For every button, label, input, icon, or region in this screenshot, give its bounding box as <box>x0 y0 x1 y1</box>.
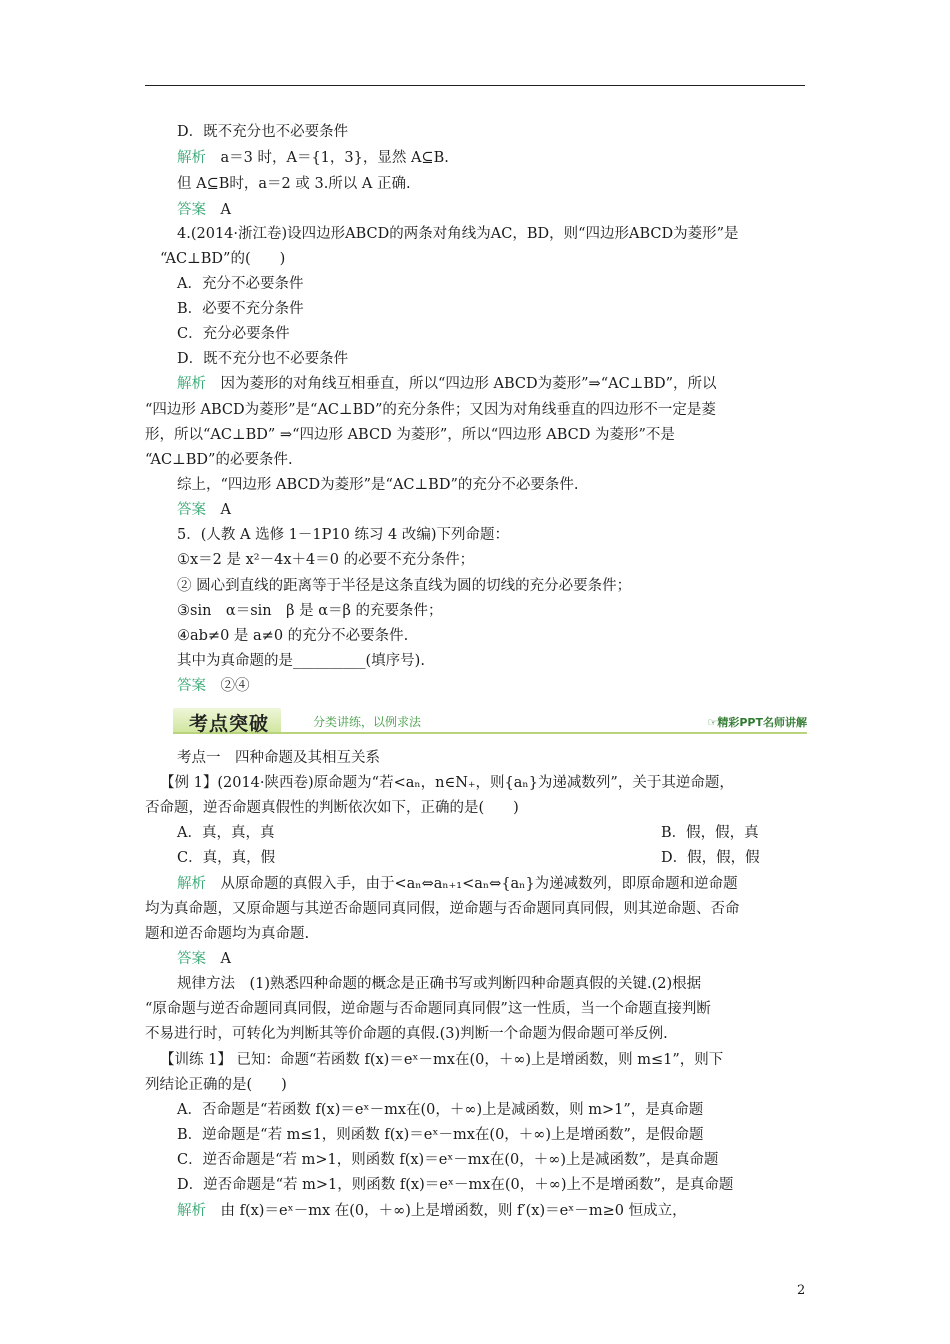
answer-label: 答案 <box>177 202 206 218</box>
method-line: 规律方法 (1)熟悉四种命题的概念是正确书写或判断四种命题真假的关键.(2)根据 <box>177 976 702 992</box>
option-d: D．既不充分也不必要条件 <box>177 124 349 140</box>
analysis-label: 解析 <box>177 376 206 392</box>
header-rule <box>145 85 805 86</box>
proposition-2: ② 圆心到直线的距离等于半径是这条直线为圆的切线的充分必要条件； <box>177 578 632 594</box>
answer-label: 答案 <box>177 502 206 518</box>
answer-line: 答案 A <box>177 502 231 518</box>
training-1: 【训练 1】 已知：命题“若函数 f(x)＝eˣ－mx在(0，＋∞)上是增函数，则 m≤1”，则下 <box>160 1052 724 1068</box>
text-line: 均为真命题，又原命题与其逆否命题同真同假，逆命题与否命题同真同假，则其逆命题、否命 <box>145 901 740 917</box>
option-a: A．真，真，真 <box>177 825 275 841</box>
answer-label: 答案 <box>177 951 206 967</box>
question-4-cont: “AC⊥BD”的( ) <box>160 251 286 267</box>
text-line: 形，所以“AC⊥BD” ⇒“四边形 ABCD 为菱形”，所以“四边形 ABCD 为菱形”不是 <box>145 427 675 443</box>
option-d: D．假，假，假 <box>661 850 760 866</box>
section-heading: 考点一 四种命题及其相互关系 <box>177 750 380 766</box>
option-c: C．逆否命题是“若 m>1，则函数 f(x)＝eˣ－mx在(0，＋∞)上是减函数”，是真命题 <box>177 1152 719 1168</box>
option-a: A．否命题是“若函数 f(x)＝eˣ－mx在(0，＋∞)上是减函数，则 m>1”，是真命题 <box>177 1102 704 1118</box>
text-line: “AC⊥BD”的必要条件. <box>145 452 293 468</box>
text-line: 但 A⊆B时，a＝2 或 3.所以 A 正确. <box>177 176 411 192</box>
text-line: “四边形 ABCD为菱形”是“AC⊥BD”的充分条件；又因为对角线垂直的四边形不一定是菱 <box>145 402 716 418</box>
option-b: B．假，假，真 <box>661 825 759 841</box>
banner-subtitle: 分类讲练，以例求法 <box>313 715 422 729</box>
text-line: 其中为真命题的是__________(填序号). <box>177 653 425 669</box>
proposition-3: ③sin α＝sin β 是 α＝β 的充要条件； <box>177 603 443 619</box>
answer-line: 答案 A <box>177 202 231 218</box>
text-line: 否命题，逆否命题真假性的判断依次如下，正确的是( ) <box>145 800 519 816</box>
option-b: B．逆命题是“若 m≤1，则函数 f(x)＝eˣ－mx在(0，＋∞)上是增函数”，是假命题 <box>177 1127 704 1143</box>
answer-label: 答案 <box>177 678 206 694</box>
option-c: C．充分必要条件 <box>177 326 290 342</box>
proposition-4: ④ab≠0 是 a≠0 的充分不必要条件. <box>177 628 409 644</box>
proposition-1: ①x＝2 是 x²－4x＋4＝0 的必要不充分条件； <box>177 552 475 568</box>
text-line: 题和逆否命题均为真命题. <box>145 926 310 942</box>
option-b: B．必要不充分条件 <box>177 301 304 317</box>
analysis-line: 解析 由 f(x)＝eˣ－mx 在(0，＋∞)上是增函数，则 f′(x)＝eˣ－m≥0 恒成立， <box>177 1203 687 1219</box>
analysis-line: 解析 因为菱形的对角线互相垂直，所以“四边形 ABCD为菱形”⇒“AC⊥BD”，所以 <box>177 376 717 392</box>
banner-right-label: ☞精彩PPT名师讲解 <box>707 716 807 729</box>
text-line: 列结论正确的是( ) <box>145 1077 287 1093</box>
section-banner <box>173 708 807 734</box>
analysis-line: 解析 a＝3 时，A＝{1，3}，显然 A⊆B. <box>177 150 449 166</box>
question-5: 5．(人教 A 选修 1－1P10 练习 4 改编)下列命题： <box>177 527 510 543</box>
option-d: D．逆否命题是“若 m>1，则函数 f(x)＝eˣ－mx在(0，＋∞)上不是增函数”，是真命题 <box>177 1177 734 1193</box>
banner-title: 考点突破 <box>189 713 270 735</box>
example-1: 【例 1】(2014·陕西卷)原命题为“若<aₙ，n∈N₊，则{aₙ}为递减数列”，关于其逆命题， <box>160 775 734 791</box>
text-line: 不易进行时，可转化为判断其等价命题的真假.(3)判断一个命题为假命题可举反例. <box>145 1026 668 1042</box>
text-line: “原命题与逆否命题同真同假，逆命题与否命题同真同假”这一性质，当一个命题直接判断 <box>145 1001 711 1017</box>
option-c: C．真，真，假 <box>177 850 276 866</box>
option-a: A．充分不必要条件 <box>177 276 304 292</box>
analysis-label: 解析 <box>177 876 206 892</box>
answer-line: 答案 ②④ <box>177 678 250 694</box>
analysis-label: 解析 <box>177 1203 206 1219</box>
analysis-label: 解析 <box>177 150 206 166</box>
text-line: 综上，“四边形 ABCD为菱形”是“AC⊥BD”的充分不必要条件. <box>177 477 579 493</box>
analysis-line: 解析 从原命题的真假入手，由于<aₙ⇔aₙ₊₁<aₙ⇔{aₙ}为递减数列，即原命题和逆命题 <box>177 876 738 892</box>
option-d: D．既不充分也不必要条件 <box>177 351 349 367</box>
question-4: 4.(2014·浙江卷)设四边形ABCD的两条对角线为AC，BD，则“四边形ABCD为菱形”是 <box>177 226 739 242</box>
answer-line: 答案 A <box>177 951 231 967</box>
page-number: 2 <box>797 1283 806 1298</box>
